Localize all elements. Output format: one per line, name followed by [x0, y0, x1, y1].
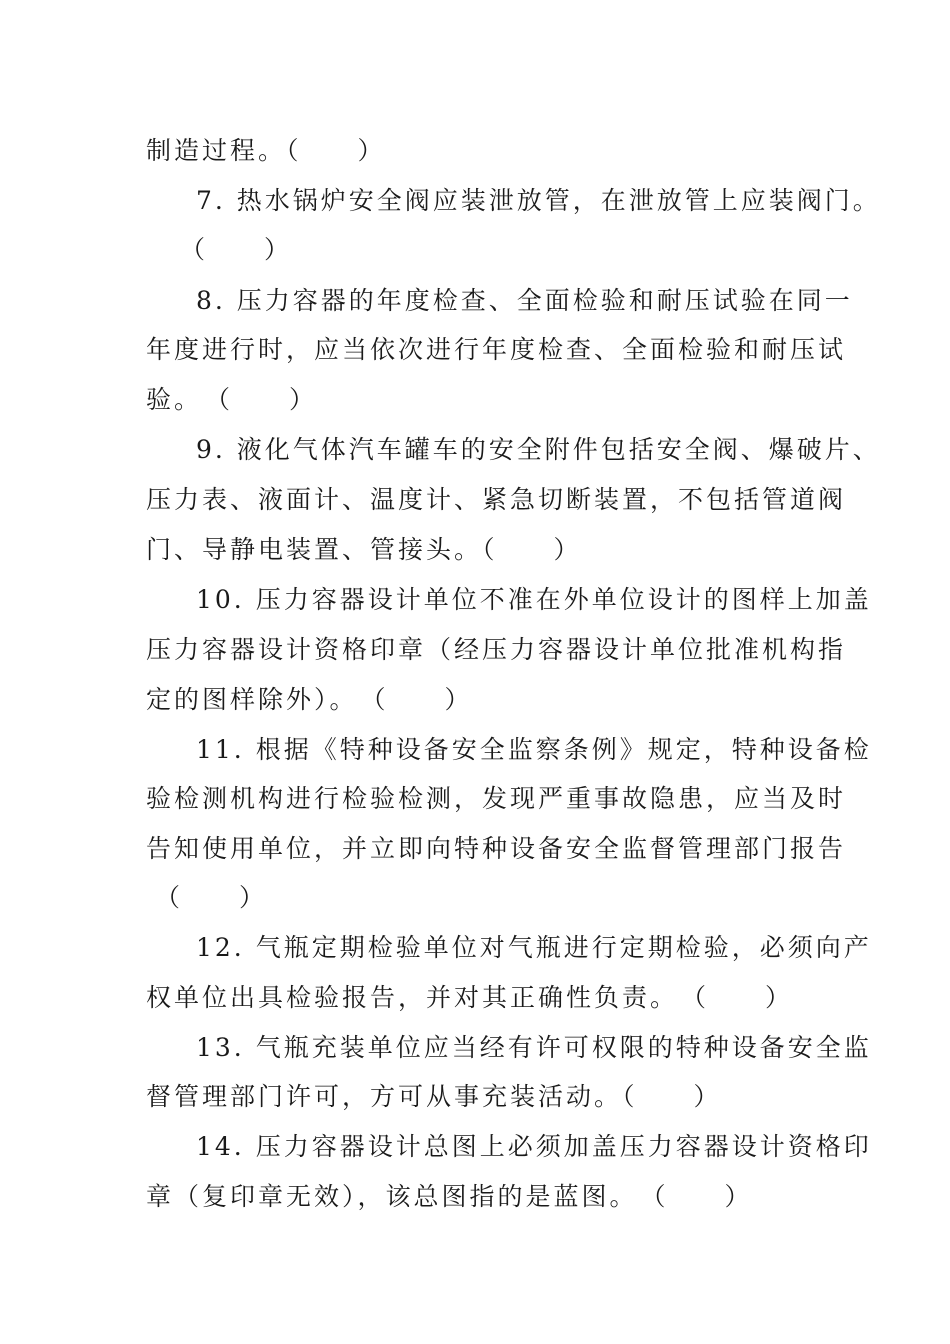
text-line: 制造过程。（ ）: [146, 136, 386, 165]
text-line: 14. 压力容器设计总图上必须加盖压力容器设计资格印: [196, 1132, 872, 1161]
text-line: 年度进行时，应当依次进行年度检查、全面检验和耐压试: [146, 335, 847, 364]
text-line: 告知使用单位，并立即向特种设备安全监督管理部门报告: [146, 834, 847, 863]
text-line: 验检测机构进行检验检测，发现严重事故隐患，应当及时: [146, 784, 847, 813]
text-line: 10. 压力容器设计单位不准在外单位设计的图样上加盖: [196, 585, 872, 614]
text-line: 7. 热水锅炉安全阀应装泄放管，在泄放管上应装阀门。: [196, 186, 881, 215]
text-line: 章（复印章无效），该总图指的是蓝图。 （ ）: [146, 1182, 753, 1211]
text-line: 权单位出具检验报告，并对其正确性负责。 （ ）: [146, 983, 794, 1012]
text-line: （ ）: [180, 235, 293, 264]
text-line: 11. 根据《特种设备安全监察条例》规定，特种设备检: [196, 735, 872, 764]
text-line: （ ）: [155, 883, 268, 912]
text-line: 门、导静电装置、管接头。（ ）: [146, 535, 582, 564]
text-line: 督管理部门许可，方可从事充装活动。（ ）: [146, 1082, 722, 1111]
text-line: 13. 气瓶充装单位应当经有许可权限的特种设备安全监: [196, 1033, 872, 1062]
text-line: 压力容器设计资格印章（经压力容器设计单位批准机构指: [146, 635, 847, 664]
text-line: 9. 液化气体汽车罐车的安全附件包括安全阀、爆破片、: [196, 435, 881, 464]
text-line: 压力表、液面计、温度计、紧急切断装置，不包括管道阀: [146, 485, 847, 514]
text-line: 定的图样除外）。 （ ）: [146, 685, 473, 714]
text-line: 8. 压力容器的年度检查、全面检验和耐压试验在同一: [196, 286, 853, 315]
text-line: 验。 （ ）: [146, 385, 318, 414]
text-line: 12. 气瓶定期检验单位对气瓶进行定期检验，必须向产: [196, 933, 872, 962]
